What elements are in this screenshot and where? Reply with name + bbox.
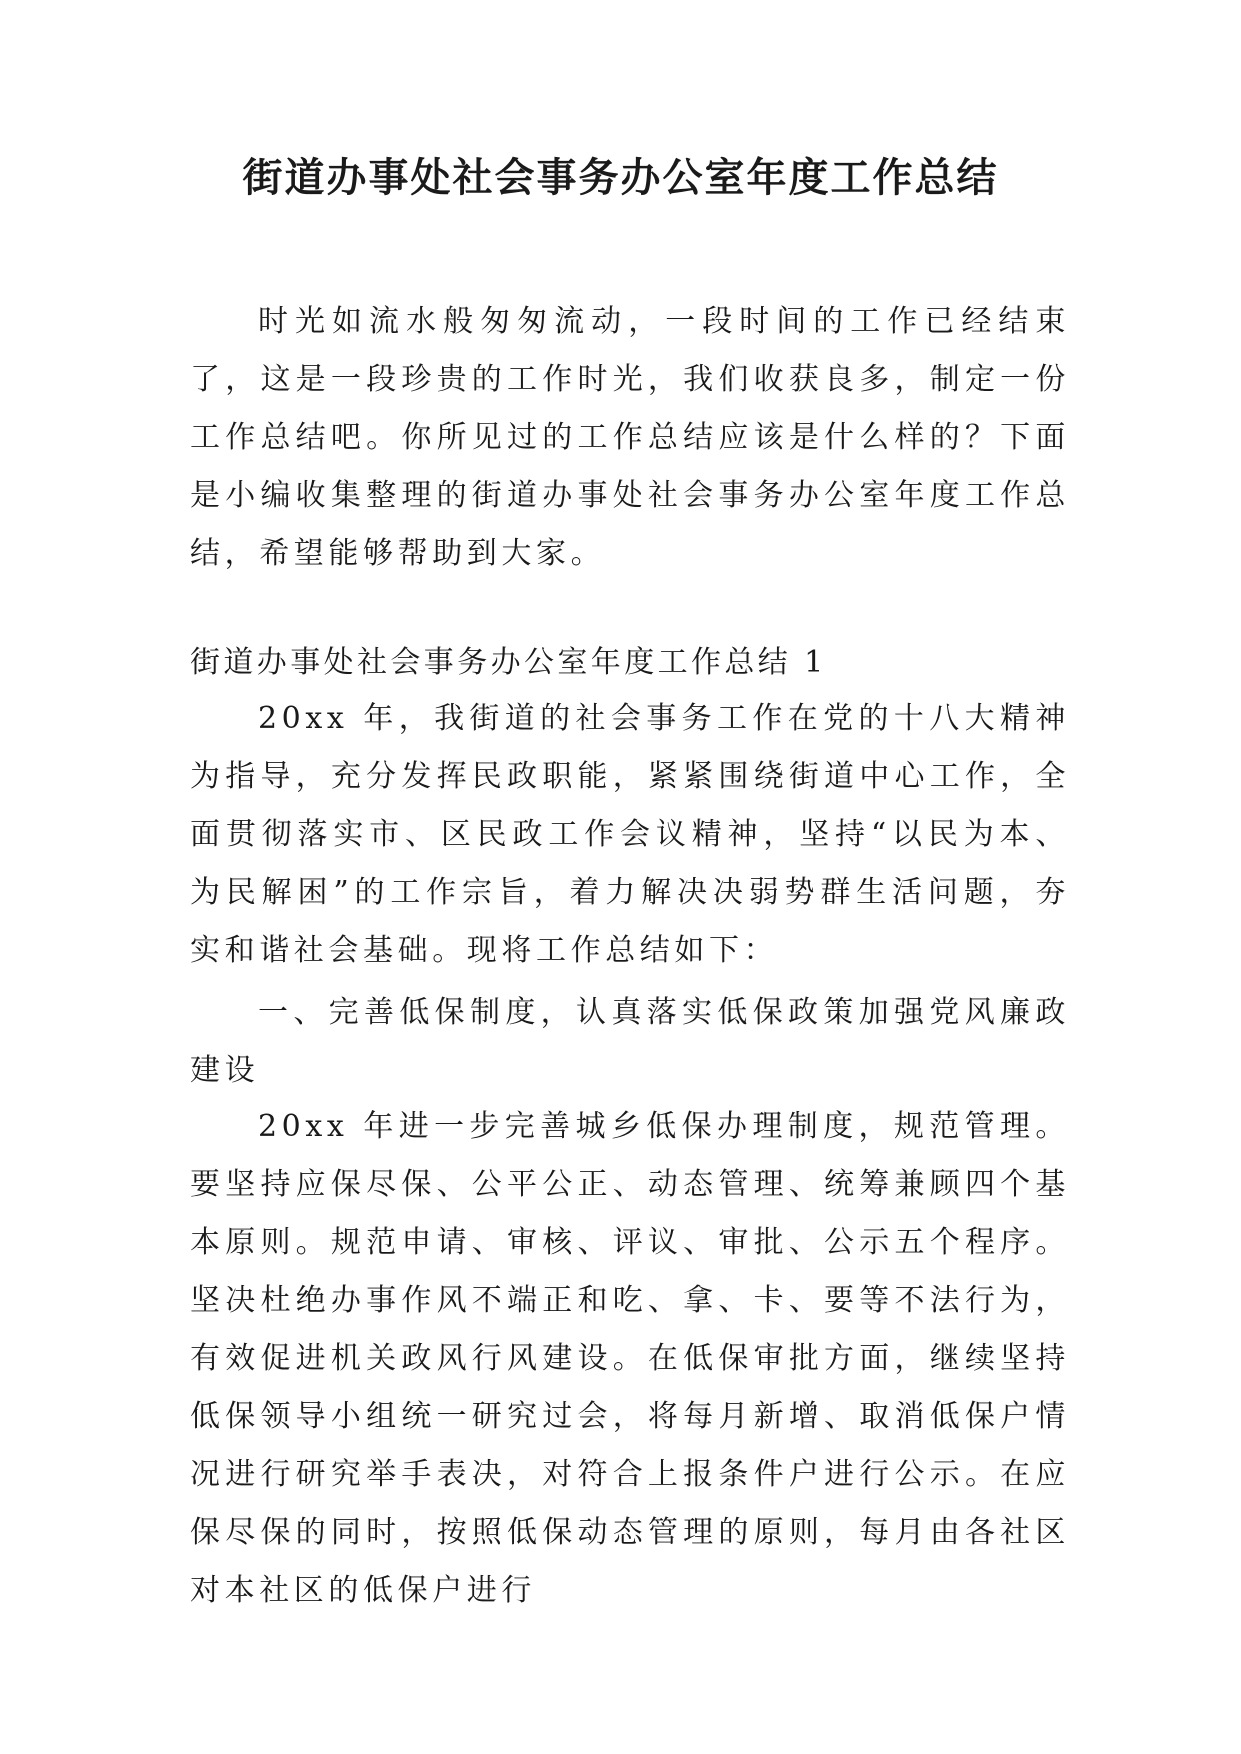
point-heading-1: 一、完善低保制度，认真落实低保政策加强党风廉政建设 [190,995,1070,1088]
body-paragraph-2: 20xx 年进一步完善城乡低保办理制度，规范管理。要坚持应保尽保、公平公正、动态管理、统筹兼顾四个基本原则。规范申请、审核、评议、审批、公示五个程序。坚决杜绝办事作风不端正和吃、拿、卡、要等不法行为，有效促进机关政风行风建设。在低保审批方面，继续坚持低保领导小组统一研究过会，将每月新增、取消低保户情况进行研究举手表决，对符合上报条件户进行公示。在应保尽保的同时，按照低保动态管理的原则，每月由各社区对本社区的低保户进行 [190,1109,1070,1608]
section-heading: 街道办事处社会事务办公室年度工作总结 1 [190,645,827,680]
document-title: 街道办事处社会事务办公室年度工作总结 [242,155,999,201]
intro-paragraph: 时光如流水般匆匆流动，一段时间的工作已经结束了，这是一段珍贵的工作时光，我们收获良多，制定一份工作总结吧。你所见过的工作总结应该是什么样的？下面是小编收集整理的街道办事处社会事务办公室年度工作总结，希望能够帮助到大家。 [190,304,1070,571]
body-paragraph-1: 20xx 年，我街道的社会事务工作在党的十八大精神为指导，充分发挥民政职能，紧紧围绕街道中心工作，全面贯彻落实市、区民政工作会议精神，坚持“以民为本、为民解困”的工作宗旨，着力解决决弱势群生活问题，夯实和谐社会基础。现将工作总结如下： [190,701,1070,968]
